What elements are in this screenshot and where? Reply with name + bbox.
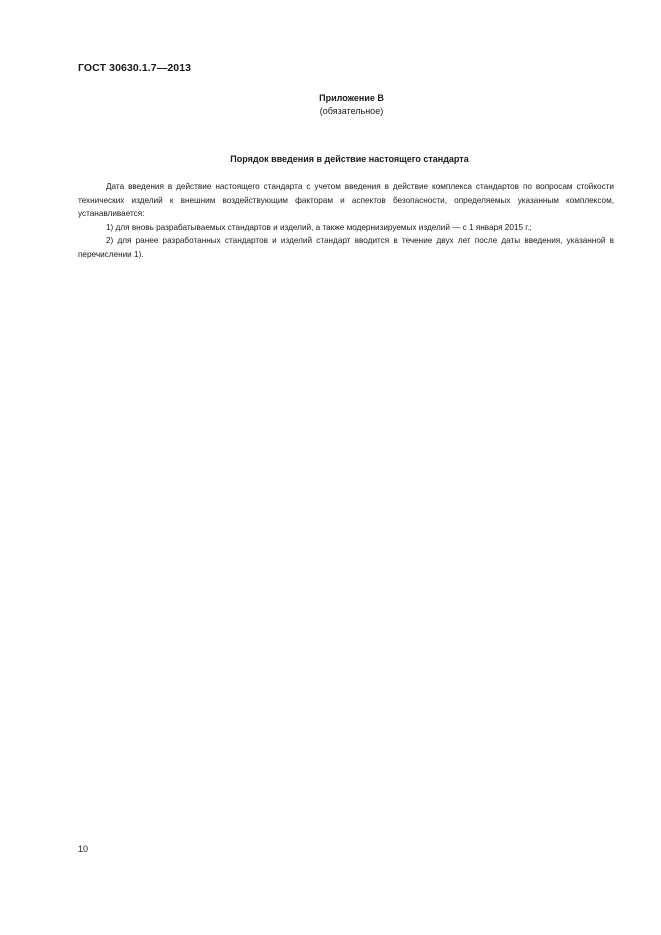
paragraph-item-1: 1) для вновь разрабатываемых стандартов и изделий, а также модернизируемых изделий — с 1 января 2015 г.; [106,222,532,232]
appendix-title: Приложение В [319,93,384,103]
section-title: Порядок введения в действие настоящего стандарта [230,154,469,164]
appendix-heading [0,92,661,118]
paragraph-item-2: 2) для ранее разработанных стандартов и изделий стандарт вводится в течение двух лет после даты введения, указанной в перечислении 1). [78,236,614,259]
paragraph-intro: Дата введения в действие настоящего стандарта с учетом введения в действие комплекса стандартов по вопросам стойкости технических изделий к внешним воздействующим факторам и аспектов безопасности, определяемых указанным комплексом, устанавливается: [78,182,614,218]
page-number: 10 [78,844,89,854]
page-header-standard-id: ГОСТ 30630.1.7—2013 [78,62,192,74]
body-text [78,180,614,261]
appendix-status: (обязательное) [319,106,384,116]
